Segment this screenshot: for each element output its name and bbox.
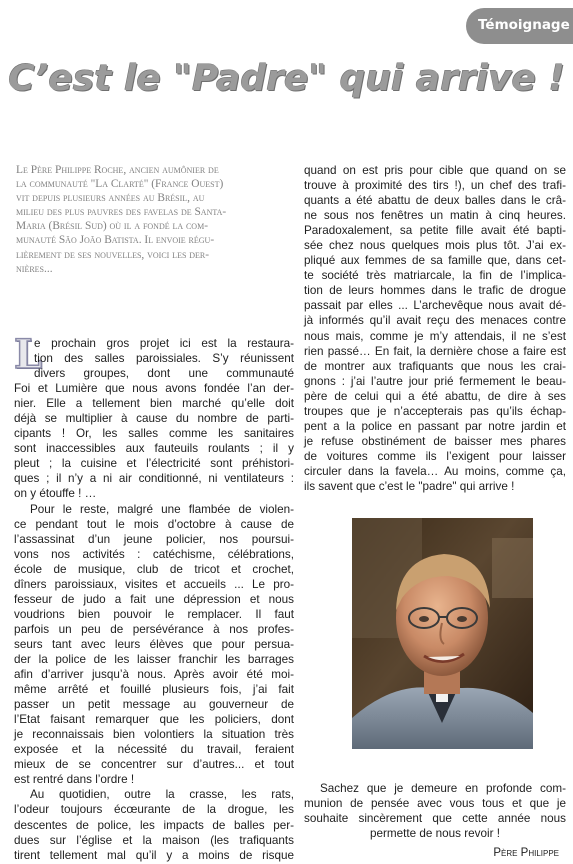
intro-line: Maria (Brésil Sud) où il a fondé la com- xyxy=(16,220,208,233)
intro-paragraph xyxy=(16,163,286,276)
section-tab xyxy=(466,8,573,44)
text-line: ques ; il n’y a ni air conditionné, ni ventilateurs : xyxy=(14,472,294,486)
text-line: quand on est pris pour cible que quand on se xyxy=(304,164,566,177)
text-line: l’Etat faisant remarquer que les policiers, dont xyxy=(14,713,294,727)
text-line: père de celui qui a été abattu, de dire à ses xyxy=(304,389,566,403)
text-line: exposée et la nécessité du travail, feraient xyxy=(14,743,294,757)
author-signature: Père Philippe xyxy=(493,847,559,859)
text-line: pliqué aux femmes de sa famille que, dans cet- xyxy=(304,254,566,268)
text-line: te société très matriarcale, la fin de l’implica- xyxy=(304,269,566,283)
text-line: de voitures comme ils l’exigent pour laisser xyxy=(304,449,566,463)
text-line: voudrions bien pouvoir le remplacer. Il faut xyxy=(14,607,294,621)
text-line: permette de nous revoir ! xyxy=(370,827,500,841)
text-line: divers groupes, dont une communauté xyxy=(34,367,294,381)
text-line: trouve à proximité des tirs !), un chef des trafi- xyxy=(304,179,566,193)
text-line: quants a été abattu de deux balles dans le crâ- xyxy=(304,194,566,208)
intro-line: lièrement de ses nouvelles, voici les der- xyxy=(16,248,210,261)
text-line: même arrêté et fouillé plusieurs fois, j’ai fait xyxy=(14,683,294,697)
text-line: munion de pensée avec vous tous et que je xyxy=(304,797,566,811)
text-line: mieux de se concentrer sur d’autres... et tout xyxy=(14,758,294,772)
text-line: je refuse obstinément de baisser mes phares xyxy=(304,434,566,448)
text-line: tion des salles paroissiales. S’y réunissent xyxy=(34,352,294,366)
text-line: tion de leurs hommes dans le trafic de drogue xyxy=(304,284,566,298)
text-line: Paradoxalement, sa petite fille avait été bapti- xyxy=(304,224,566,238)
text-line: fesseur de judo a fait une dépression et nous xyxy=(14,592,294,606)
text-line: passait par elles ... L’archevêque nous avait dé- xyxy=(304,299,566,313)
text-line: l’odeur toujours écœurante de la drogue, les xyxy=(14,803,294,817)
intro-line: vit depuis plusieurs années au Brésil, au xyxy=(16,192,205,205)
text-line: école de musique, club de tricot et crochet, xyxy=(14,562,294,576)
text-line: Sachez que je demeure en profonde com- xyxy=(320,782,566,795)
article-column-1 xyxy=(14,331,294,863)
intro-line: la communauté "La Clarté" (France Ouest) xyxy=(16,178,224,191)
text-line: jà informés qu’il avait reçu des menaces contre xyxy=(304,314,566,328)
portrait-image xyxy=(352,518,533,749)
text-line: descentes de police, les impacts de balles per- xyxy=(14,818,294,832)
intro-line: Le Père Philippe Roche, ancien aumônier de xyxy=(16,164,219,176)
text-line: nier. Elle a tellement bien marché qu’elle doit xyxy=(14,397,294,411)
text-line: sée chez nous quelques mois plus tôt. J’ai ex- xyxy=(304,239,566,253)
text-line: déjà se multiplier à cause du nombre de parti- xyxy=(14,412,294,426)
text-line: je reconnaissais bien volontiers la situation très xyxy=(14,728,294,742)
text-line: ils savent que c’est le "padre" qui arrive ! xyxy=(304,479,515,493)
text-line: circuler dans la favela… Au moins, comme ça, xyxy=(304,464,566,478)
text-line: pent a la police en passant par notre jardin et xyxy=(304,419,566,433)
text-line: gnons : j’ai l’autre jour prié fermement le beau- xyxy=(304,374,566,388)
text-line: cipants ! Or, les salles comme les sanitaires xyxy=(14,427,294,441)
text-line: l’assassinat d’un jeune policier, nos poursui- xyxy=(14,532,294,546)
drop-cap: L xyxy=(14,331,43,378)
intro-line: munauté São João Batista. Il envoie régu- xyxy=(16,234,215,247)
text-line: dîners paroissiaux, visites et accueils ... Le pro- xyxy=(14,577,294,591)
text-line: de montrer aux trafiquants que nous les crai- xyxy=(304,359,566,373)
text-line: nous mais, comme je m’y attendais, il ne s’est xyxy=(304,329,566,343)
text-line: Pour le reste, malgré une flambée de violen- xyxy=(30,502,294,516)
text-line: der la police de les laisser franchir les barrages xyxy=(14,652,294,666)
text-line: Au quotidien, outre la crasse, les rats, xyxy=(30,788,294,802)
text-line: troupes que je n’accepterais pas qu’ils échap- xyxy=(304,404,566,418)
text-line: dues sur l’église et la maison (les trafiquants xyxy=(14,833,294,847)
text-line: ce pendant tout le mois d’octobre à cause de xyxy=(14,517,294,531)
text-line: vons nos activités : catéchisme, célébrations, xyxy=(14,547,294,561)
article-title: C’est le "Padre" qui arrive ! xyxy=(8,58,565,99)
text-line: Foi et Lumière que nous avons fondée l’an der- xyxy=(14,382,294,396)
section-tab-label: Témoignage xyxy=(478,17,570,33)
text-line: on y étouffe ! … xyxy=(14,487,97,501)
intro-line: nières... xyxy=(16,262,53,275)
closing-paragraph xyxy=(304,781,566,841)
text-line: est rentré dans l’ordre ! xyxy=(14,773,135,787)
text-line: seurs tant avec leurs élèves que pour persua- xyxy=(14,637,294,651)
portrait-photo xyxy=(352,518,533,749)
text-line: passer un petit message au gouverneur de xyxy=(14,698,294,712)
text-line: ne sous nos fenêtres un matin à cinq heures. xyxy=(304,209,566,223)
text-line: sont inaccessibles aux fauteuils roulants ; il y xyxy=(14,442,294,456)
text-line: souhaite sincèrement que cette année nous xyxy=(304,812,566,826)
text-line: pleut ; la cuisine et l’électricité sont préhistori- xyxy=(14,457,294,471)
intro-line: milieu des plus pauvres des favelas de Santa- xyxy=(16,206,227,219)
text-line: rien passé… En fait, la dernière chose a faire est xyxy=(304,344,566,358)
text-line: e prochain gros projet ici est la restaura- xyxy=(34,337,294,350)
text-line: parfois un peu de persévérance à nos profes- xyxy=(14,622,294,636)
article-column-2 xyxy=(304,163,566,494)
text-line: afin d’arriver jusqu’à nous. Après avoir été moi- xyxy=(14,668,294,682)
text-line: tirent tellement mal qu’il y a moins de risque xyxy=(14,848,294,862)
